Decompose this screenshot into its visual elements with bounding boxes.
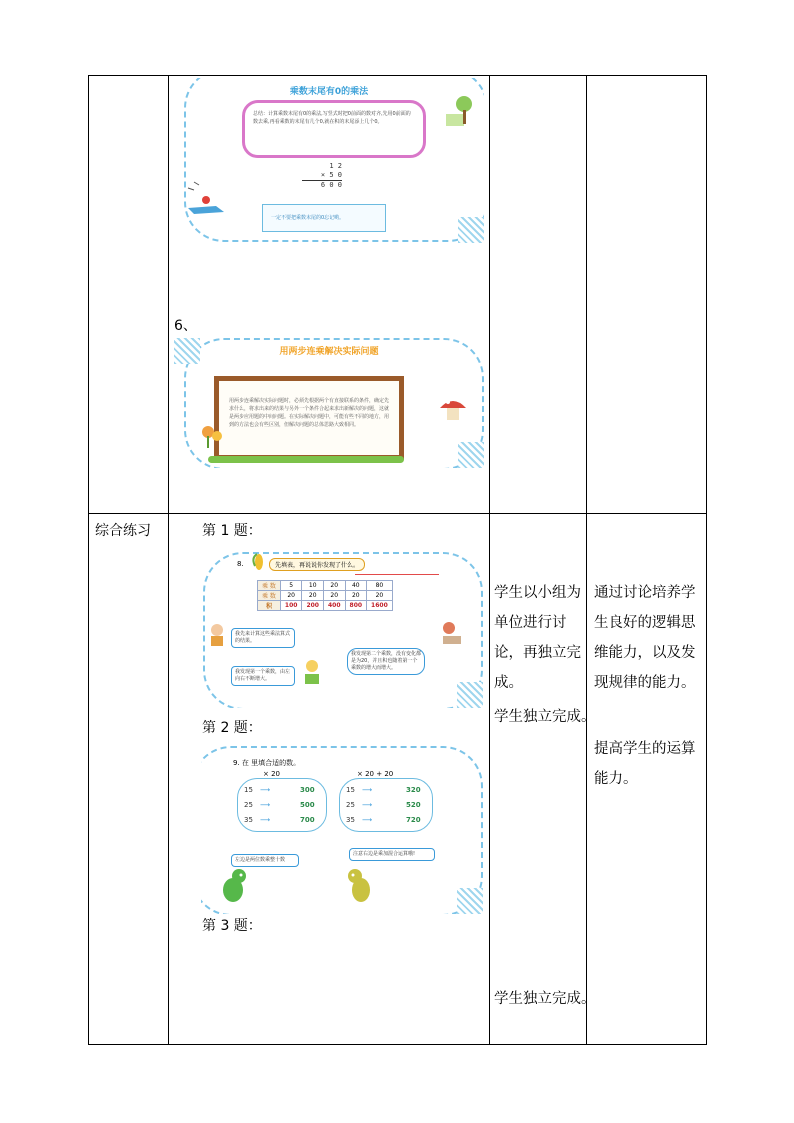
boy-pointing-icon — [439, 620, 467, 646]
vertical-calc — [302, 162, 342, 190]
corner-hatch — [457, 888, 483, 914]
right-mapping — [339, 778, 433, 832]
flower-icon — [196, 420, 226, 450]
table-cell: 400 — [323, 601, 345, 611]
student-activity-3: 学生独立完成。 — [494, 991, 596, 1007]
exercise-prompt: 在 里填合适的数。 — [241, 759, 301, 767]
col-divider-3 — [586, 76, 587, 1044]
output-value: 500 — [300, 801, 315, 809]
grass-strip — [208, 456, 404, 463]
exercise-heading — [233, 758, 300, 768]
table-cell: 20 — [345, 591, 367, 601]
output-value: 300 — [300, 786, 315, 794]
wooden-board — [214, 376, 404, 460]
input-value: 15 — [244, 786, 253, 794]
output-value: 520 — [406, 801, 421, 809]
speech-bubble-right: 注意右边是乘加混合运算哦! — [349, 848, 435, 861]
section-label: 综合练习 — [95, 523, 151, 539]
student-activity-1: 学生以小组为单位进行讨论，再独立完成。 — [494, 585, 581, 691]
left-inputs — [244, 783, 253, 828]
speech-bubble-left: 左边是两位数乘整十数 — [231, 854, 299, 867]
input-value: 35 — [244, 816, 253, 824]
input-value: 15 — [346, 786, 355, 794]
question-3-label: 第 3 题： — [202, 918, 262, 934]
table-cell: 80 — [367, 581, 393, 591]
note-text: 一定不要把乘数末尾的0忘记哟。 — [271, 215, 345, 221]
slide-two-step-multiplication — [174, 338, 484, 468]
arrows: ⟶ ⟶ ⟶ — [260, 786, 271, 824]
table-cell: 40 — [345, 581, 367, 591]
left-operation: × 20 — [263, 770, 280, 778]
note-banner — [262, 204, 386, 232]
input-value: 25 — [346, 801, 355, 809]
table-cell: 5 — [280, 581, 302, 591]
input-value: 35 — [346, 816, 355, 824]
input-value: 25 — [244, 801, 253, 809]
table-cell: 200 — [302, 601, 324, 611]
table-cell: 10 — [302, 581, 324, 591]
slide-title: 用两步连乘解决实际问题 — [279, 347, 379, 357]
table-cell: 20 — [323, 581, 345, 591]
house-tree-icon — [442, 92, 476, 132]
exercise-number: 9. — [233, 759, 240, 767]
table-cell: 1600 — [367, 601, 393, 611]
speech-bubble-1: 我先来计算这些乘法算式的结果。 — [231, 628, 295, 648]
summary-cloud — [242, 100, 426, 158]
mushroom-house-icon — [438, 394, 468, 424]
col-divider-2 — [489, 76, 490, 1044]
calc-line-2: × 5 0 — [302, 171, 342, 181]
question-1-label: 第 1 题： — [202, 523, 262, 539]
design-intent-1: 通过讨论培养学生良好的逻辑思维能力，以及发现规律的能力。 — [594, 585, 696, 691]
right-operation: × 20 + 20 — [357, 770, 394, 778]
table-cell: 20 — [280, 591, 302, 601]
corner-hatch — [457, 682, 483, 708]
exercise-prompt: 先填表，再说说你发现了什么。 — [269, 558, 365, 571]
left-outputs — [300, 783, 315, 828]
trend-arrow — [355, 574, 439, 575]
speech-bubble-3: 我发现第二个乘数，没有变化都是为20，并且积也随着第一个乘数的增大而增大。 — [347, 648, 425, 675]
table-row — [258, 591, 393, 601]
corner-hatch — [458, 442, 484, 468]
table-cell: 20 — [367, 591, 393, 601]
table-cell: 800 — [345, 601, 367, 611]
row-head: 积 — [258, 601, 281, 611]
boy-reading-icon — [301, 658, 323, 686]
summary-text: 总结：计算乘数末尾有0的乘法,写竖式时把0前面的数对齐,先用0前面的数去乘,再看乘数的末尾有几个0,就在积的末尾添上几个0。 — [253, 111, 411, 125]
right-outputs — [406, 783, 421, 828]
speech-bubble-2: 我发现第一个乘数，由左向右不断增大。 — [231, 666, 295, 686]
exercise-number: 8. — [237, 560, 244, 568]
calc-line-3: 6 0 0 — [320, 181, 342, 189]
student-activity-2: 学生独立完成。 — [494, 709, 596, 725]
slide-title: 乘数末尾有0的乘法 — [289, 87, 369, 97]
left-mapping — [237, 778, 327, 832]
yellow-dinosaur-icon — [343, 866, 379, 906]
question-2-label: 第 2 题： — [202, 720, 262, 736]
row-divider — [89, 513, 706, 514]
green-dinosaur-icon — [215, 866, 251, 906]
output-value: 700 — [300, 816, 315, 824]
flying-kid-icon — [186, 178, 226, 218]
calc-line-1: 1 2 — [329, 162, 342, 170]
corner-hatch — [458, 217, 484, 243]
output-value: 320 — [406, 786, 421, 794]
girl-icon — [207, 622, 227, 648]
question-1-slide — [201, 546, 483, 708]
right-inputs — [346, 783, 355, 828]
output-value: 720 — [406, 816, 421, 824]
row-head: 乘 数 — [258, 581, 281, 591]
table-cell: 20 — [302, 591, 324, 601]
table-row — [258, 601, 393, 611]
table-cell: 100 — [280, 601, 302, 611]
question-2-slide — [201, 742, 483, 914]
arrows: ⟶ ⟶ ⟶ — [362, 786, 373, 824]
item-6-label: 6、 — [174, 318, 197, 334]
board-text: 用两步连乘解决实际问题时，必须先根据两个有直接联系的条件，确定先求什么，将求出来的结果与另外一个条件合起来求出新解决的问题，这就是两步应用题的中间问题。在实际解决问题中，可能有些不同的地方，用到的方法也会有些区别，但解决问题的总体思路大致相同。 — [229, 398, 390, 428]
table-row — [258, 581, 393, 591]
table-cell: 20 — [323, 591, 345, 601]
lesson-table — [88, 75, 707, 1045]
col-divider-1 — [168, 76, 169, 1044]
corn-mascot-icon — [251, 552, 267, 574]
design-intent-2: 提高学生的运算能力。 — [594, 741, 696, 787]
row-head: 乘 数 — [258, 591, 281, 601]
number-table — [257, 580, 393, 611]
slide-multiplication-zero — [174, 78, 484, 243]
